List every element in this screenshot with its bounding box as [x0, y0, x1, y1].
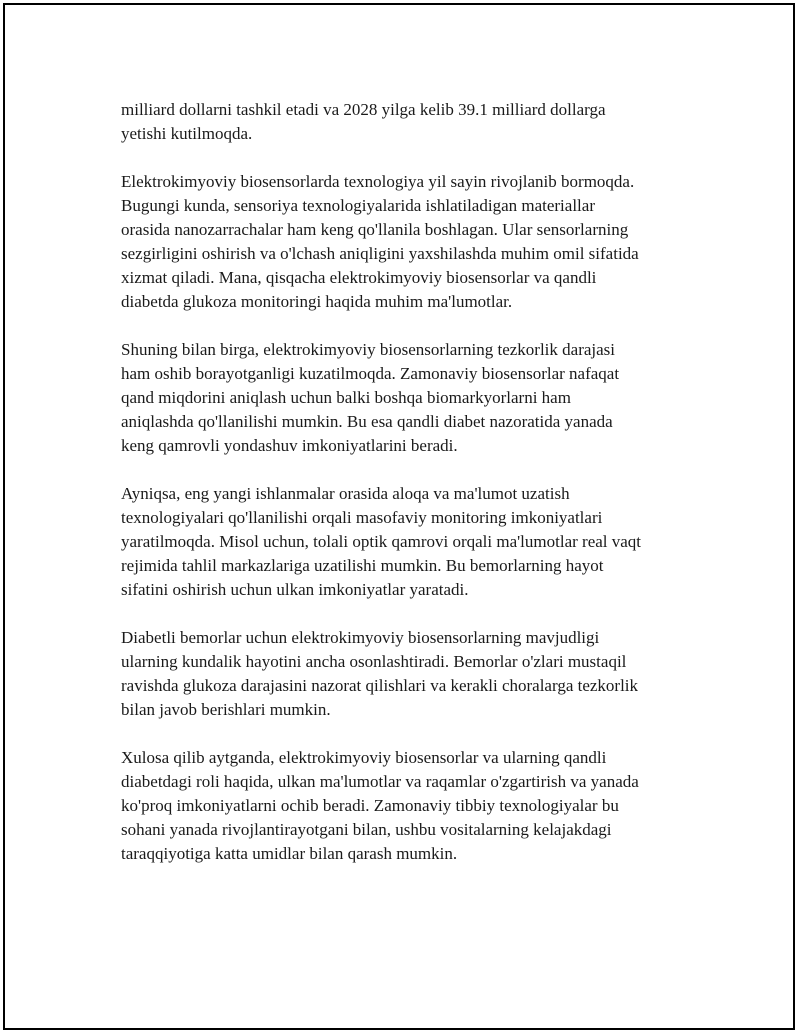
paragraph: Ayniqsa, eng yangi ishlanmalar orasida aloqa va ma'lumot uzatish texnologiyalari qo'llanilishi orqali masofaviy monitoring imkoniyatlari yaratilmoqda. Misol uchun, tolali optik qamrovi orqali ma'lumotlar real vaqt rejimida tahlil markazlariga uzatilishi mumkin. Bu bemorlarning hayot sifatini oshirish uchun ulkan imkoniyatlar yaratadi. [121, 484, 642, 599]
paragraph: Shuning bilan birga, elektrokimyoviy biosensorlarning tezkorlik darajasi ham oshib borayotganligi kuzatilmoqda. Zamonaviy biosensorlar nafaqat qand miqdorini aniqlash uchun balki boshqa biomarkyorlarni ham aniqlashda qo'llanilishi mumkin. Bu esa qandli diabet nazoratida yanada keng qamrovli yondashuv imkoniyatlarini beradi. [121, 340, 620, 455]
document-body [121, 98, 701, 890]
paragraph: milliard dollarni tashkil etadi va 2028 yilga kelib 39.1 milliard dollarga yetishi kutilmoqda. [121, 100, 606, 143]
document-page [3, 3, 795, 1030]
paragraph: Diabetli bemorlar uchun elektrokimyoviy biosensorlarning mavjudligi ularning kundalik hayotini ancha osonlashtiradi. Bemorlar o'zlari mustaqil ravishda glukoza darajasini nazorat qilishlari va kerakli choralarga tezkorlik bilan javob berishlari mumkin. [121, 628, 639, 719]
paragraph: Elektrokimyoviy biosensorlarda texnologiya yil sayin rivojlanib bormoqda. Bugungi kunda, sensoriya texnologiyalarida ishlatiladigan materiallar orasida nanozarrachalar ham keng qo'llanila boshlagan. Ular sensorlarning sezgirligini oshirish va o'lchash aniqligini yaxshilashda muhim omil sifatida xizmat qiladi. Mana, qisqacha elektrokimyoviy biosensorlar va qandli diabetda glukoza monitoringi haqida muhim ma'lumotlar. [121, 172, 639, 311]
paragraph: Xulosa qilib aytganda, elektrokimyoviy biosensorlar va ularning qandli diabetdagi roli haqida, ulkan ma'lumotlar va raqamlar o'zgartirish va yanada ko'proq imkoniyatlarni ochib beradi. Zamonaviy tibbiy texnologiyalar bu sohani yanada rivojlantirayotgani bilan, ushbu vositalarning kelajakdagi taraqqiyotiga katta umidlar bilan qarash mumkin. [121, 748, 639, 863]
